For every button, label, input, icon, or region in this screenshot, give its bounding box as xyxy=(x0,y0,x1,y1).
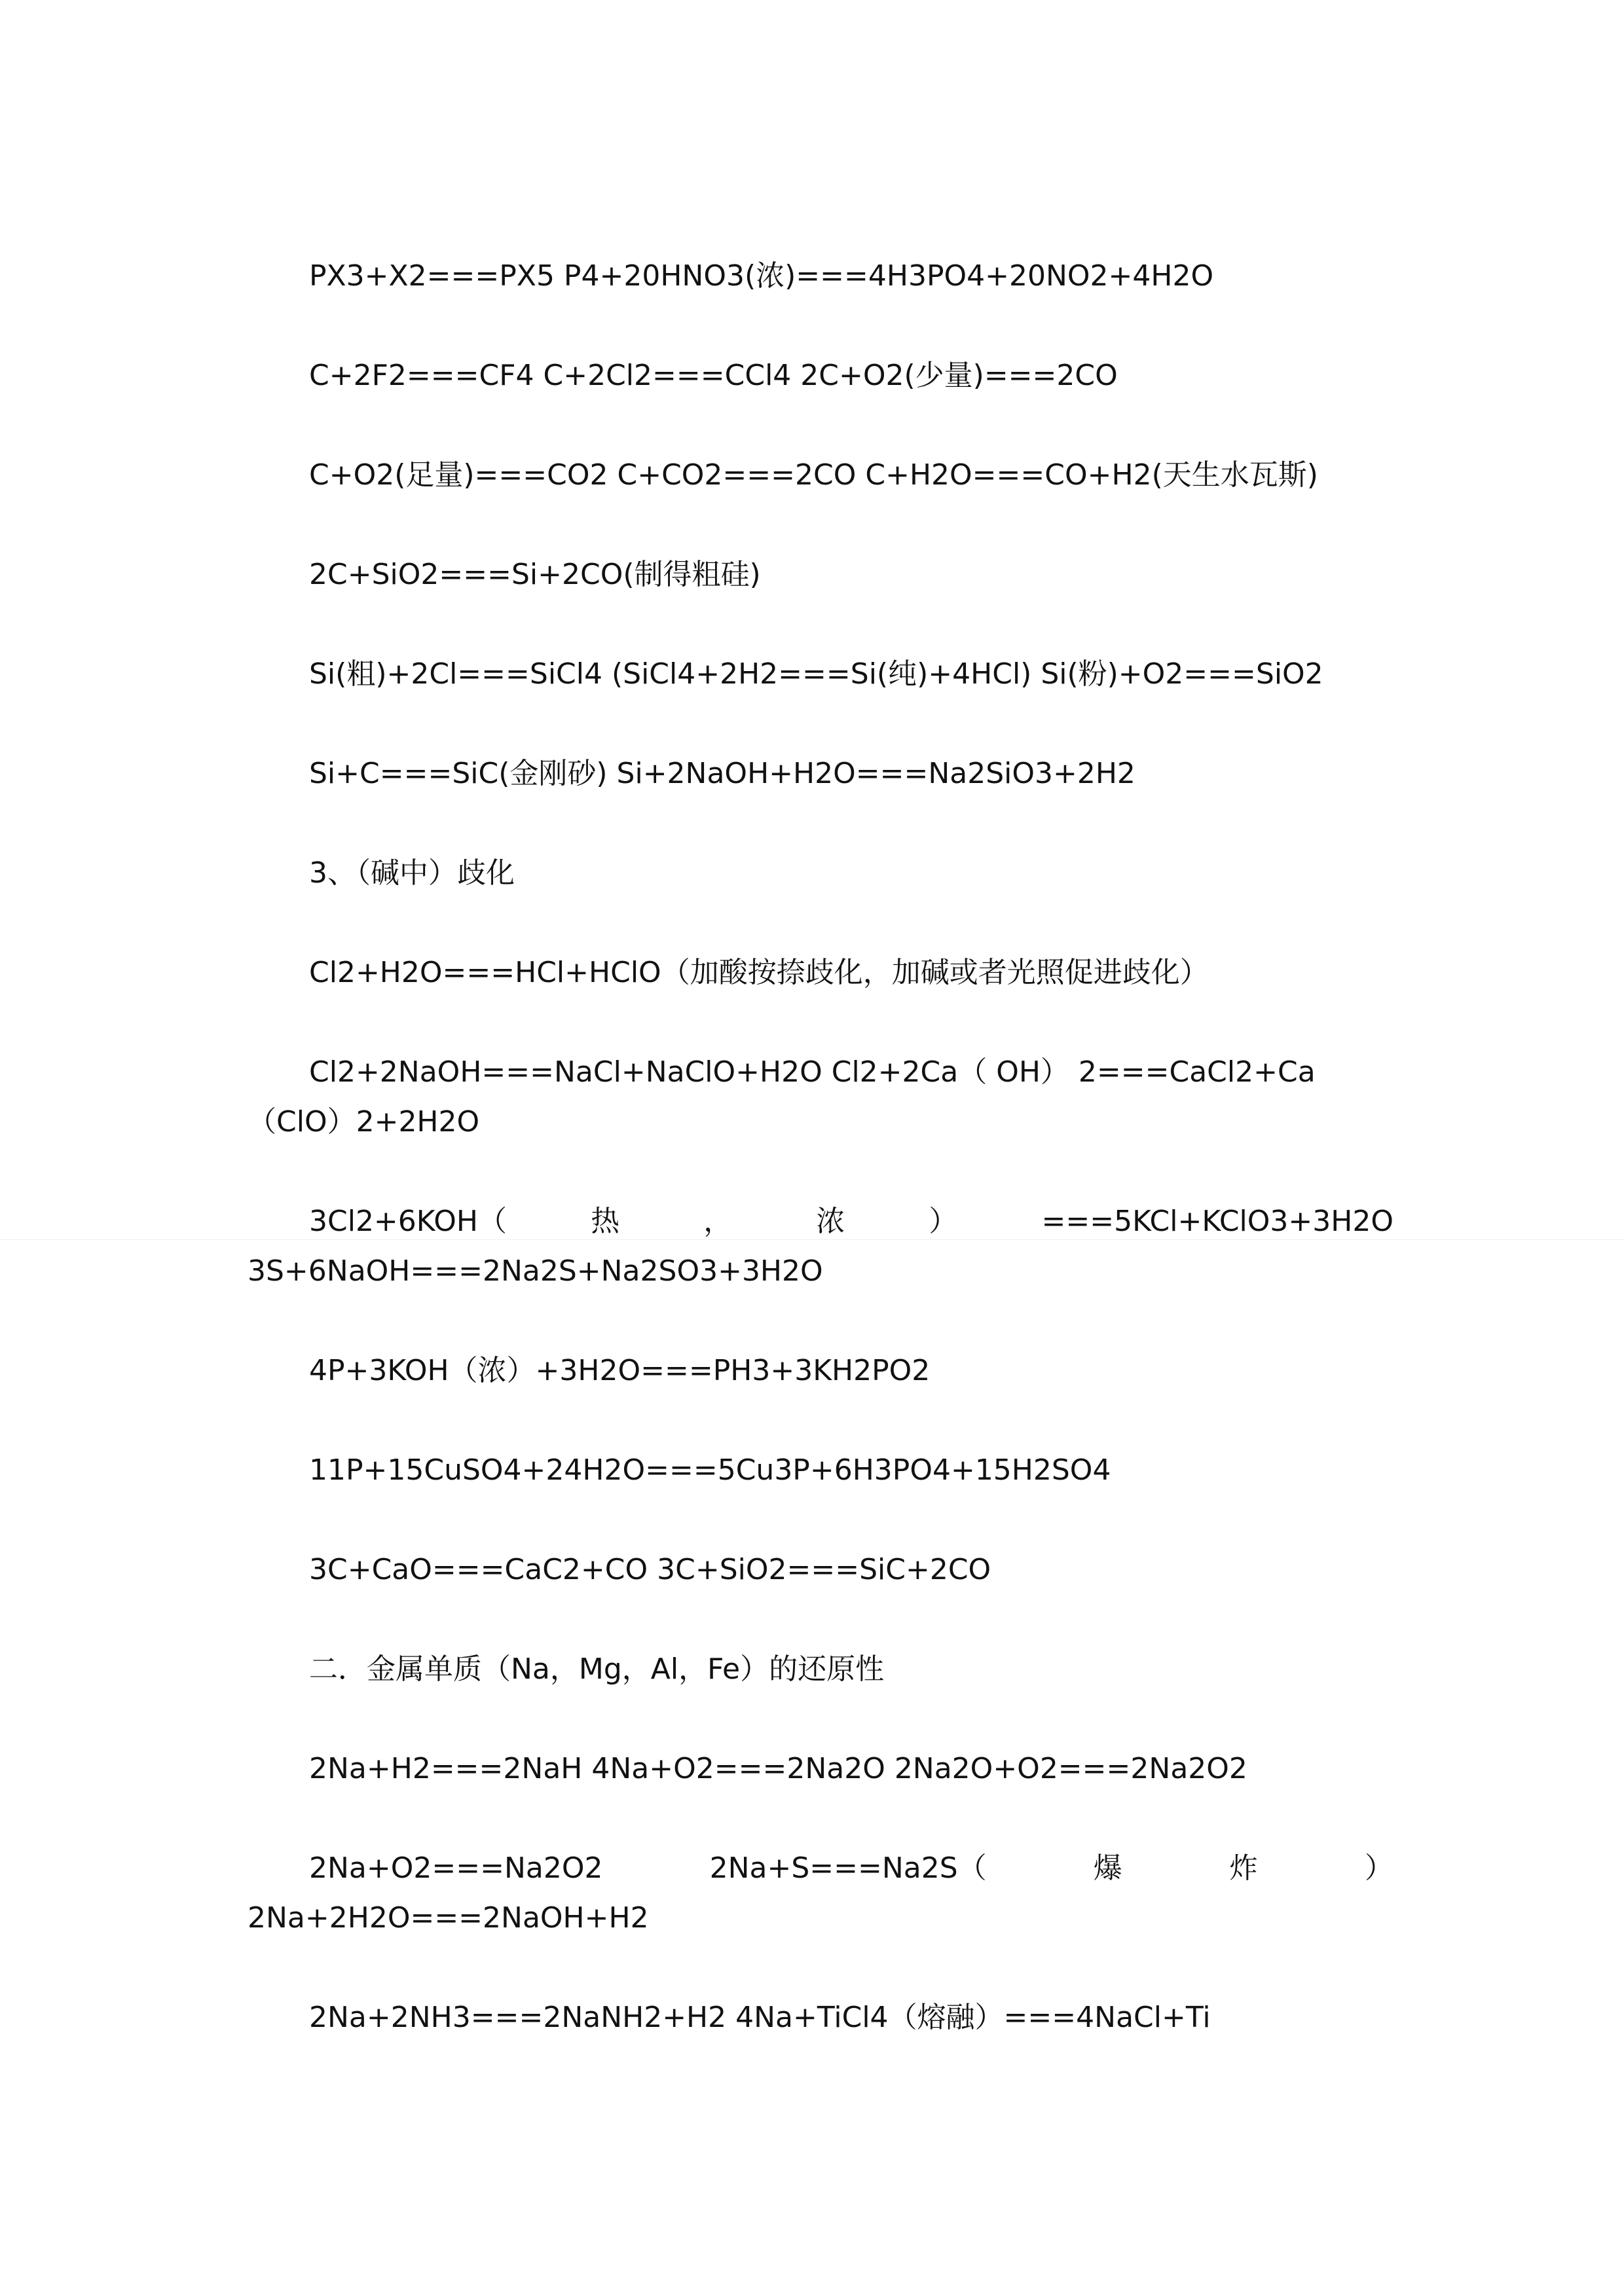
equation-paragraph xyxy=(248,1048,1393,1147)
line-continuation: 2Na+2H2O===2NaOH+H2 xyxy=(248,1901,649,1935)
line-continuation: 3S+6NaOH===2Na2S+Na2SO3+3H2O xyxy=(248,1254,823,1288)
justified-line xyxy=(248,1844,1393,1893)
line-text: 3、（碱中）歧化 xyxy=(309,856,515,890)
equation-paragraph xyxy=(248,1197,1393,1296)
equation-line xyxy=(248,749,1393,799)
section-heading xyxy=(248,1645,1393,1694)
equation-line xyxy=(248,1993,1393,2043)
equation-line xyxy=(248,1346,1393,1396)
line-text: C+2F2===CF4 C+2Cl2===CCl4 2C+O2(少量)===2CO xyxy=(309,359,1118,392)
line-segment: 2Na+O2===Na2O2 xyxy=(309,1851,603,1885)
line-segment: 炸 xyxy=(1228,1851,1258,1885)
line-segment: 热 xyxy=(591,1205,620,1238)
line-text: 3C+CaO===CaC2+CO 3C+SiO2===SiC+2CO xyxy=(309,1553,991,1586)
line-segment: 浓 xyxy=(816,1205,845,1238)
equation-line xyxy=(248,1744,1393,1794)
equation-line xyxy=(248,1446,1393,1495)
line-segment: 爆 xyxy=(1093,1851,1122,1885)
line-continuation: （ClO）2+2H2O xyxy=(248,1105,480,1139)
equation-line xyxy=(248,450,1393,500)
equation-line xyxy=(248,550,1393,600)
line-text: 11P+15CuSO4+24H2O===5Cu3P+6H3PO4+15H2SO4 xyxy=(309,1453,1111,1487)
line-text: PX3+X2===PX5 P4+20HNO3(浓)===4H3PO4+20NO2+4H2O xyxy=(309,259,1214,293)
line-segment: ===5KCl+KClO3+3H2O xyxy=(1041,1205,1393,1238)
equation-line xyxy=(248,649,1393,699)
line-text: 2Na+H2===2NaH 4Na+O2===2Na2O 2Na2O+O2===2Na2O2 xyxy=(309,1752,1247,1785)
line-text: Cl2+H2O===HCl+HClO（加酸按捺歧化，加碱或者光照促进歧化） xyxy=(309,956,1209,989)
line-text: C+O2(足量)===CO2 C+CO2===2CO C+H2O===CO+H2(天生水瓦斯) xyxy=(309,458,1318,492)
line-segment: ） xyxy=(1364,1851,1393,1885)
line-text: Cl2+2NaOH===NaCl+NaClO+H2O Cl2+2Ca（ OH） 2===CaCl2+Ca xyxy=(309,1055,1316,1089)
line-segment: ） xyxy=(929,1205,958,1238)
line-text: 2C+SiO2===Si+2CO(制得粗硅) xyxy=(309,558,761,591)
equation-line xyxy=(248,948,1393,998)
equation-line xyxy=(248,251,1393,301)
equation-paragraph xyxy=(248,1844,1393,1943)
page-divider xyxy=(0,1239,1624,1240)
line-segment: 3Cl2+6KOH（ xyxy=(309,1205,507,1238)
section-heading xyxy=(248,848,1393,898)
line-text: Si+C===SiC(金刚砂) Si+2NaOH+H2O===Na2SiO3+2H2 xyxy=(309,757,1135,790)
line-text: 4P+3KOH（浓）+3H2O===PH3+3KH2PO2 xyxy=(309,1354,931,1387)
line-text: Si(粗)+2Cl===SiCl4 (SiCl4+2H2===Si(纯)+4HCl) Si(粉)+O2===SiO2 xyxy=(309,657,1323,691)
equation-line xyxy=(248,351,1393,401)
line-text: 二．金属单质（Na，Mg，Al，Fe）的还原性 xyxy=(309,1652,885,1686)
line-segment: ， xyxy=(703,1205,733,1238)
line-text: 2Na+2NH3===2NaNH2+H2 4Na+TiCl4（熔融）===4NaCl+Ti xyxy=(309,2001,1211,2034)
equation-line xyxy=(248,1545,1393,1595)
line-segment: 2Na+S===Na2S（ xyxy=(709,1851,987,1885)
